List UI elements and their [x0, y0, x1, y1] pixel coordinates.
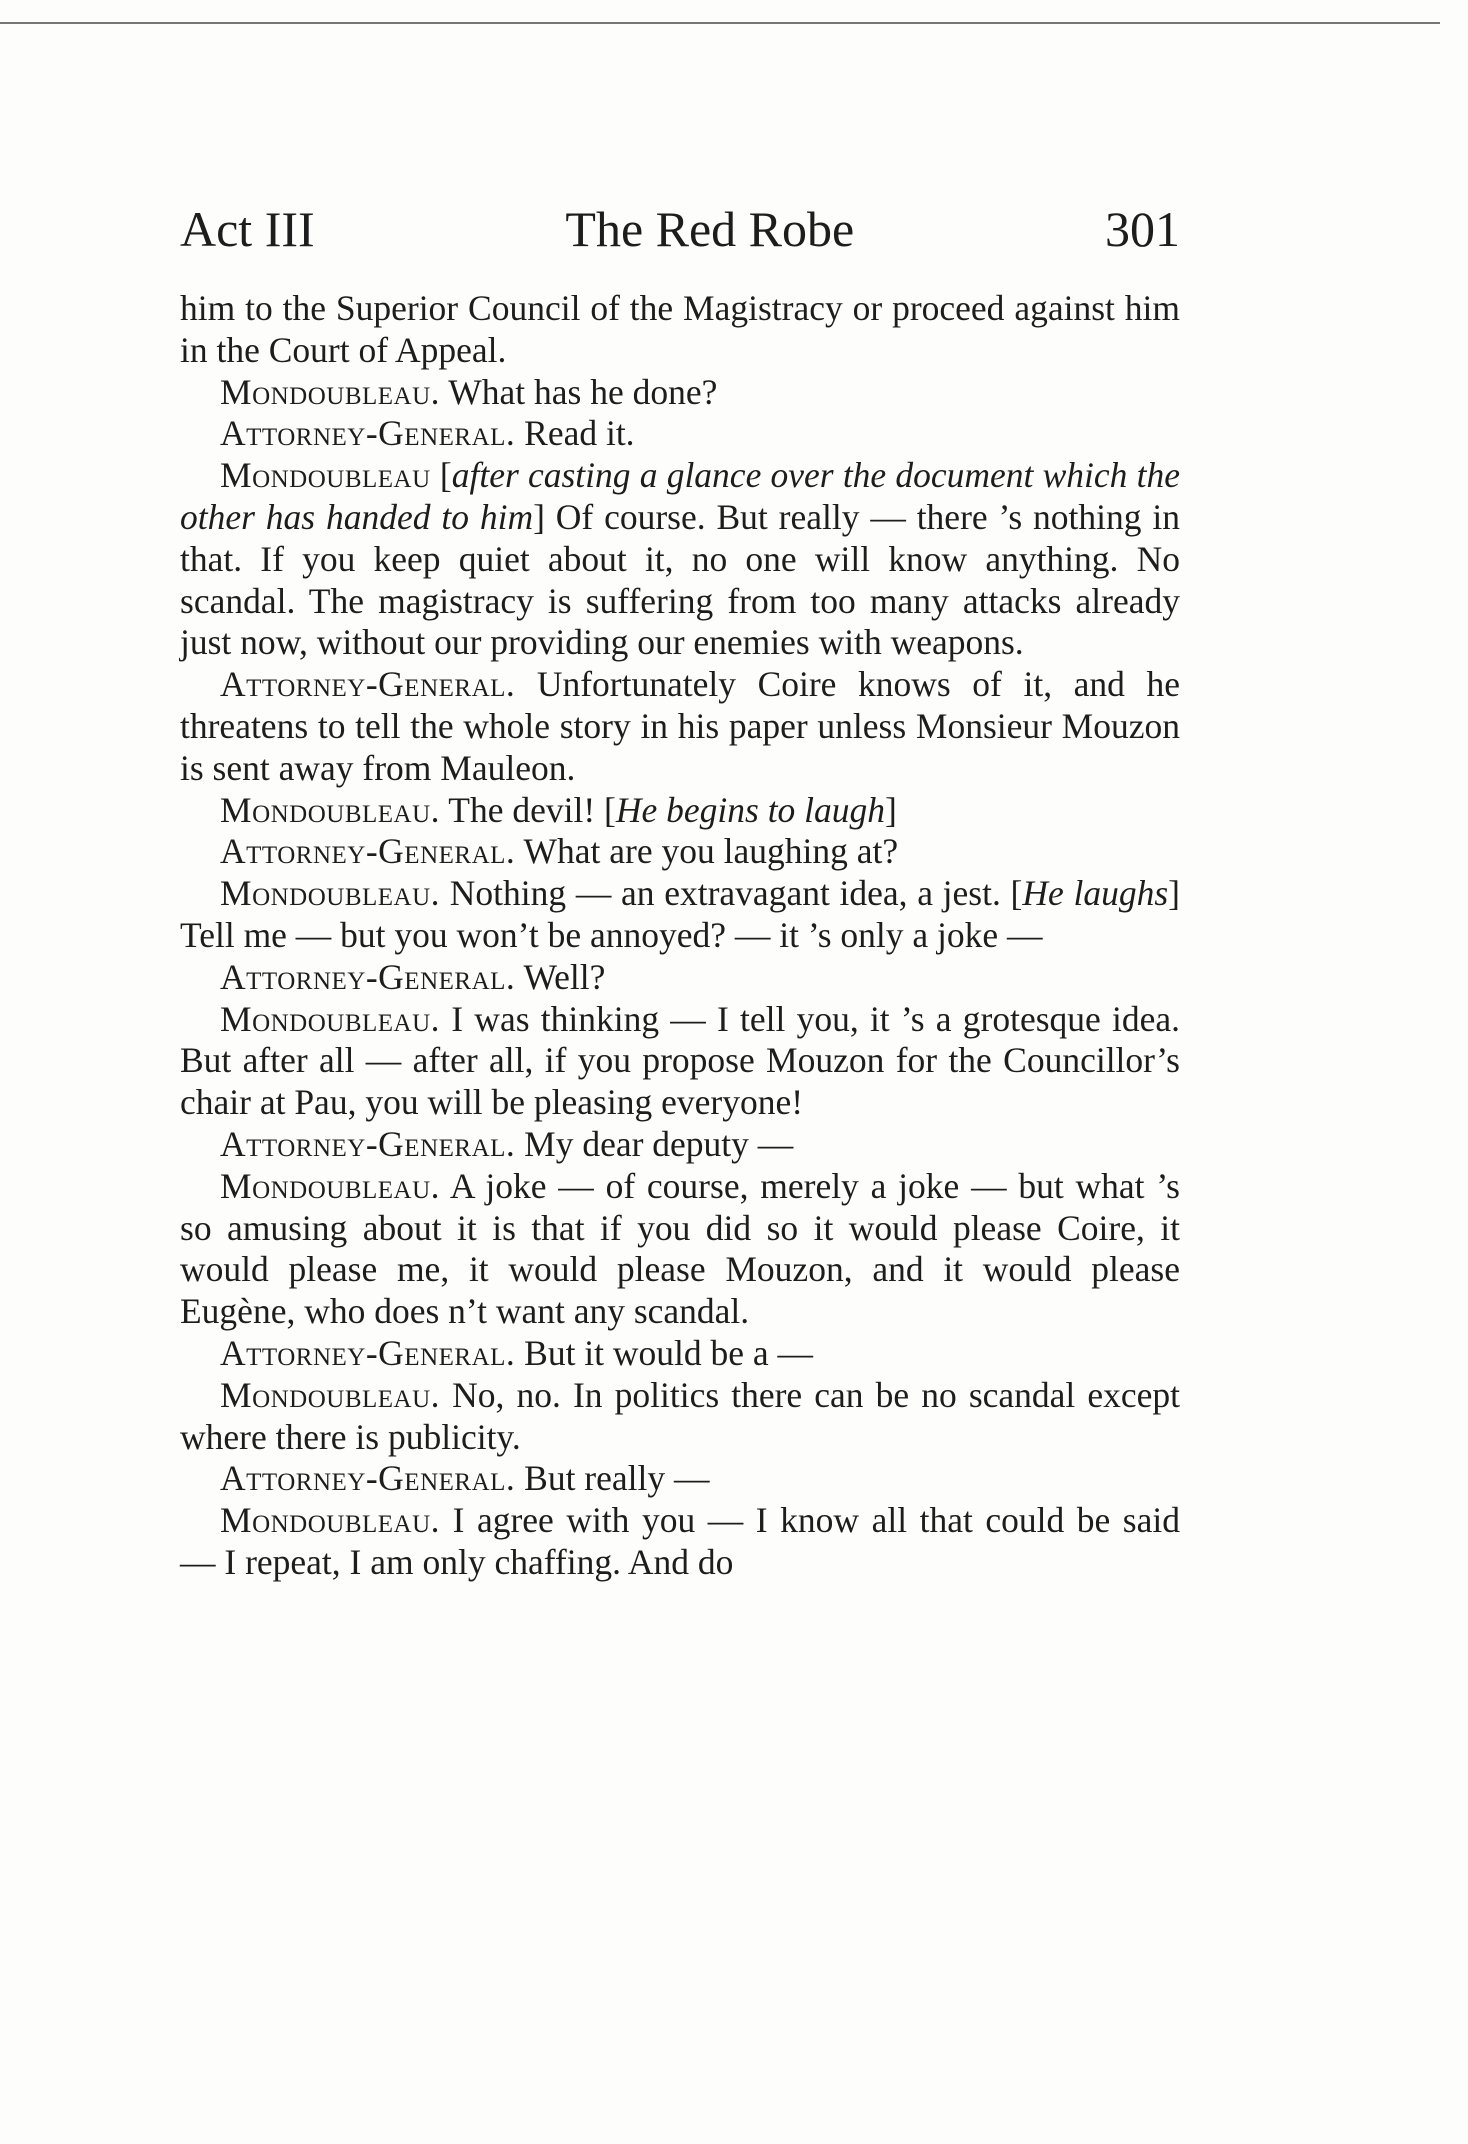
dialogue-paragraph: [180, 664, 1180, 789]
book-page: [180, 200, 1180, 1584]
dialogue-paragraph: [180, 1458, 1180, 1500]
dialogue-text: Read it.: [515, 413, 635, 454]
speaker-name: Mondoubleau.: [220, 998, 441, 1039]
dialogue-text: A joke — of course, merely a joke — but what ’s so amusing about it is that if you did so it would please Coire, it would please me, it would please Mouzon, and it would please Eugène, who does n’t want any scandal.: [180, 1165, 1180, 1332]
page-top-edge: [0, 22, 1440, 24]
dialogue-text: ]: [885, 789, 897, 830]
dialogue-text: The devil! [: [440, 789, 616, 830]
dialogue-text: [: [430, 455, 452, 496]
dialogue-text: ] Of course. But really — there ’s nothing in that. If you keep quiet about it, no one will know anything. No scandal. The magistracy is suffering from too many attacks already just now, without our providing our enemies with weapons.: [180, 496, 1181, 663]
speaker-name: Mondoubleau.: [220, 1165, 441, 1206]
dialogue-text: Well?: [515, 956, 606, 997]
dialogue-paragraph: [180, 413, 1180, 455]
stage-direction: He begins to laugh: [615, 789, 886, 830]
dialogue-text: But really —: [515, 1458, 710, 1499]
speaker-name: Attorney-General.: [220, 664, 516, 705]
dialogue-text: Nothing — an extravagant idea, a jest. [: [440, 873, 1023, 914]
dialogue-text: My dear deputy —: [515, 1123, 794, 1164]
dialogue-paragraph: [180, 1124, 1180, 1166]
speaker-name: Mondoubleau.: [220, 371, 441, 412]
speaker-name: Mondoubleau.: [220, 1374, 441, 1415]
dialogue-text: What are you laughing at?: [515, 831, 899, 872]
dialogue-paragraph: [180, 1375, 1180, 1459]
dialogue-text: I was thinking — I tell you, it ’s a grotesque idea. But after all — after all, if you propose Mouzon for the Councillor’s chair at Pau, you will be pleasing everyone!: [180, 998, 1180, 1123]
page-body: [180, 288, 1180, 1584]
dialogue-text: Unfortunately Coire knows of it, and he threatens to tell the whole story in his paper unless Monsieur Mouzon is sent away from Mauleon.: [180, 664, 1180, 788]
speaker-name: Mondoubleau: [220, 455, 431, 496]
dialogue-text: him to the Superior Council of the Magistracy or proceed against him in the Court of Appeal.: [180, 288, 1180, 370]
speaker-name: Mondoubleau.: [220, 789, 441, 830]
speaker-name: Mondoubleau.: [220, 873, 441, 914]
speaker-name: Attorney-General.: [220, 1123, 516, 1164]
stage-direction: He laughs: [1022, 873, 1169, 914]
page-number: 301: [1104, 201, 1180, 257]
speaker-name: Attorney-General.: [220, 1458, 516, 1499]
speaker-name: Attorney-General.: [220, 956, 516, 997]
dialogue-paragraph: [180, 455, 1180, 664]
speaker-name: Mondoubleau.: [220, 1500, 441, 1541]
dialogue-paragraph: [180, 1166, 1180, 1333]
dialogue-text: ] Tell me — but you won’t be annoyed? — it ’s only a joke —: [180, 873, 1180, 955]
speaker-name: Attorney-General.: [220, 413, 516, 454]
dialogue-paragraph: [180, 1500, 1180, 1584]
dialogue-paragraph: [180, 831, 1180, 873]
running-header: [180, 200, 1180, 278]
stage-direction: after casting a glance over the document which the other has handed to him: [180, 455, 1180, 537]
book-title: The Red Robe: [565, 201, 855, 257]
dialogue-text: I agree with you — I know all that could be said — I repeat, I am only chaffing. And do: [180, 1500, 1180, 1582]
act-label: Act III: [180, 201, 315, 257]
dialogue-paragraph: [180, 957, 1180, 999]
speaker-name: Attorney-General.: [220, 831, 516, 872]
dialogue-paragraph: [180, 873, 1180, 957]
dialogue-paragraph: [180, 790, 1180, 832]
dialogue-text: But it would be a —: [515, 1332, 814, 1373]
dialogue-paragraph: [180, 999, 1180, 1124]
dialogue-paragraph: [180, 1333, 1180, 1375]
dialogue-text: No, no. In politics there can be no scandal except where there is publicity.: [180, 1374, 1180, 1457]
dialogue-text: What has he done?: [440, 371, 718, 412]
dialogue-paragraph: [180, 288, 1180, 372]
dialogue-paragraph: [180, 372, 1180, 414]
speaker-name: Attorney-General.: [220, 1332, 516, 1373]
